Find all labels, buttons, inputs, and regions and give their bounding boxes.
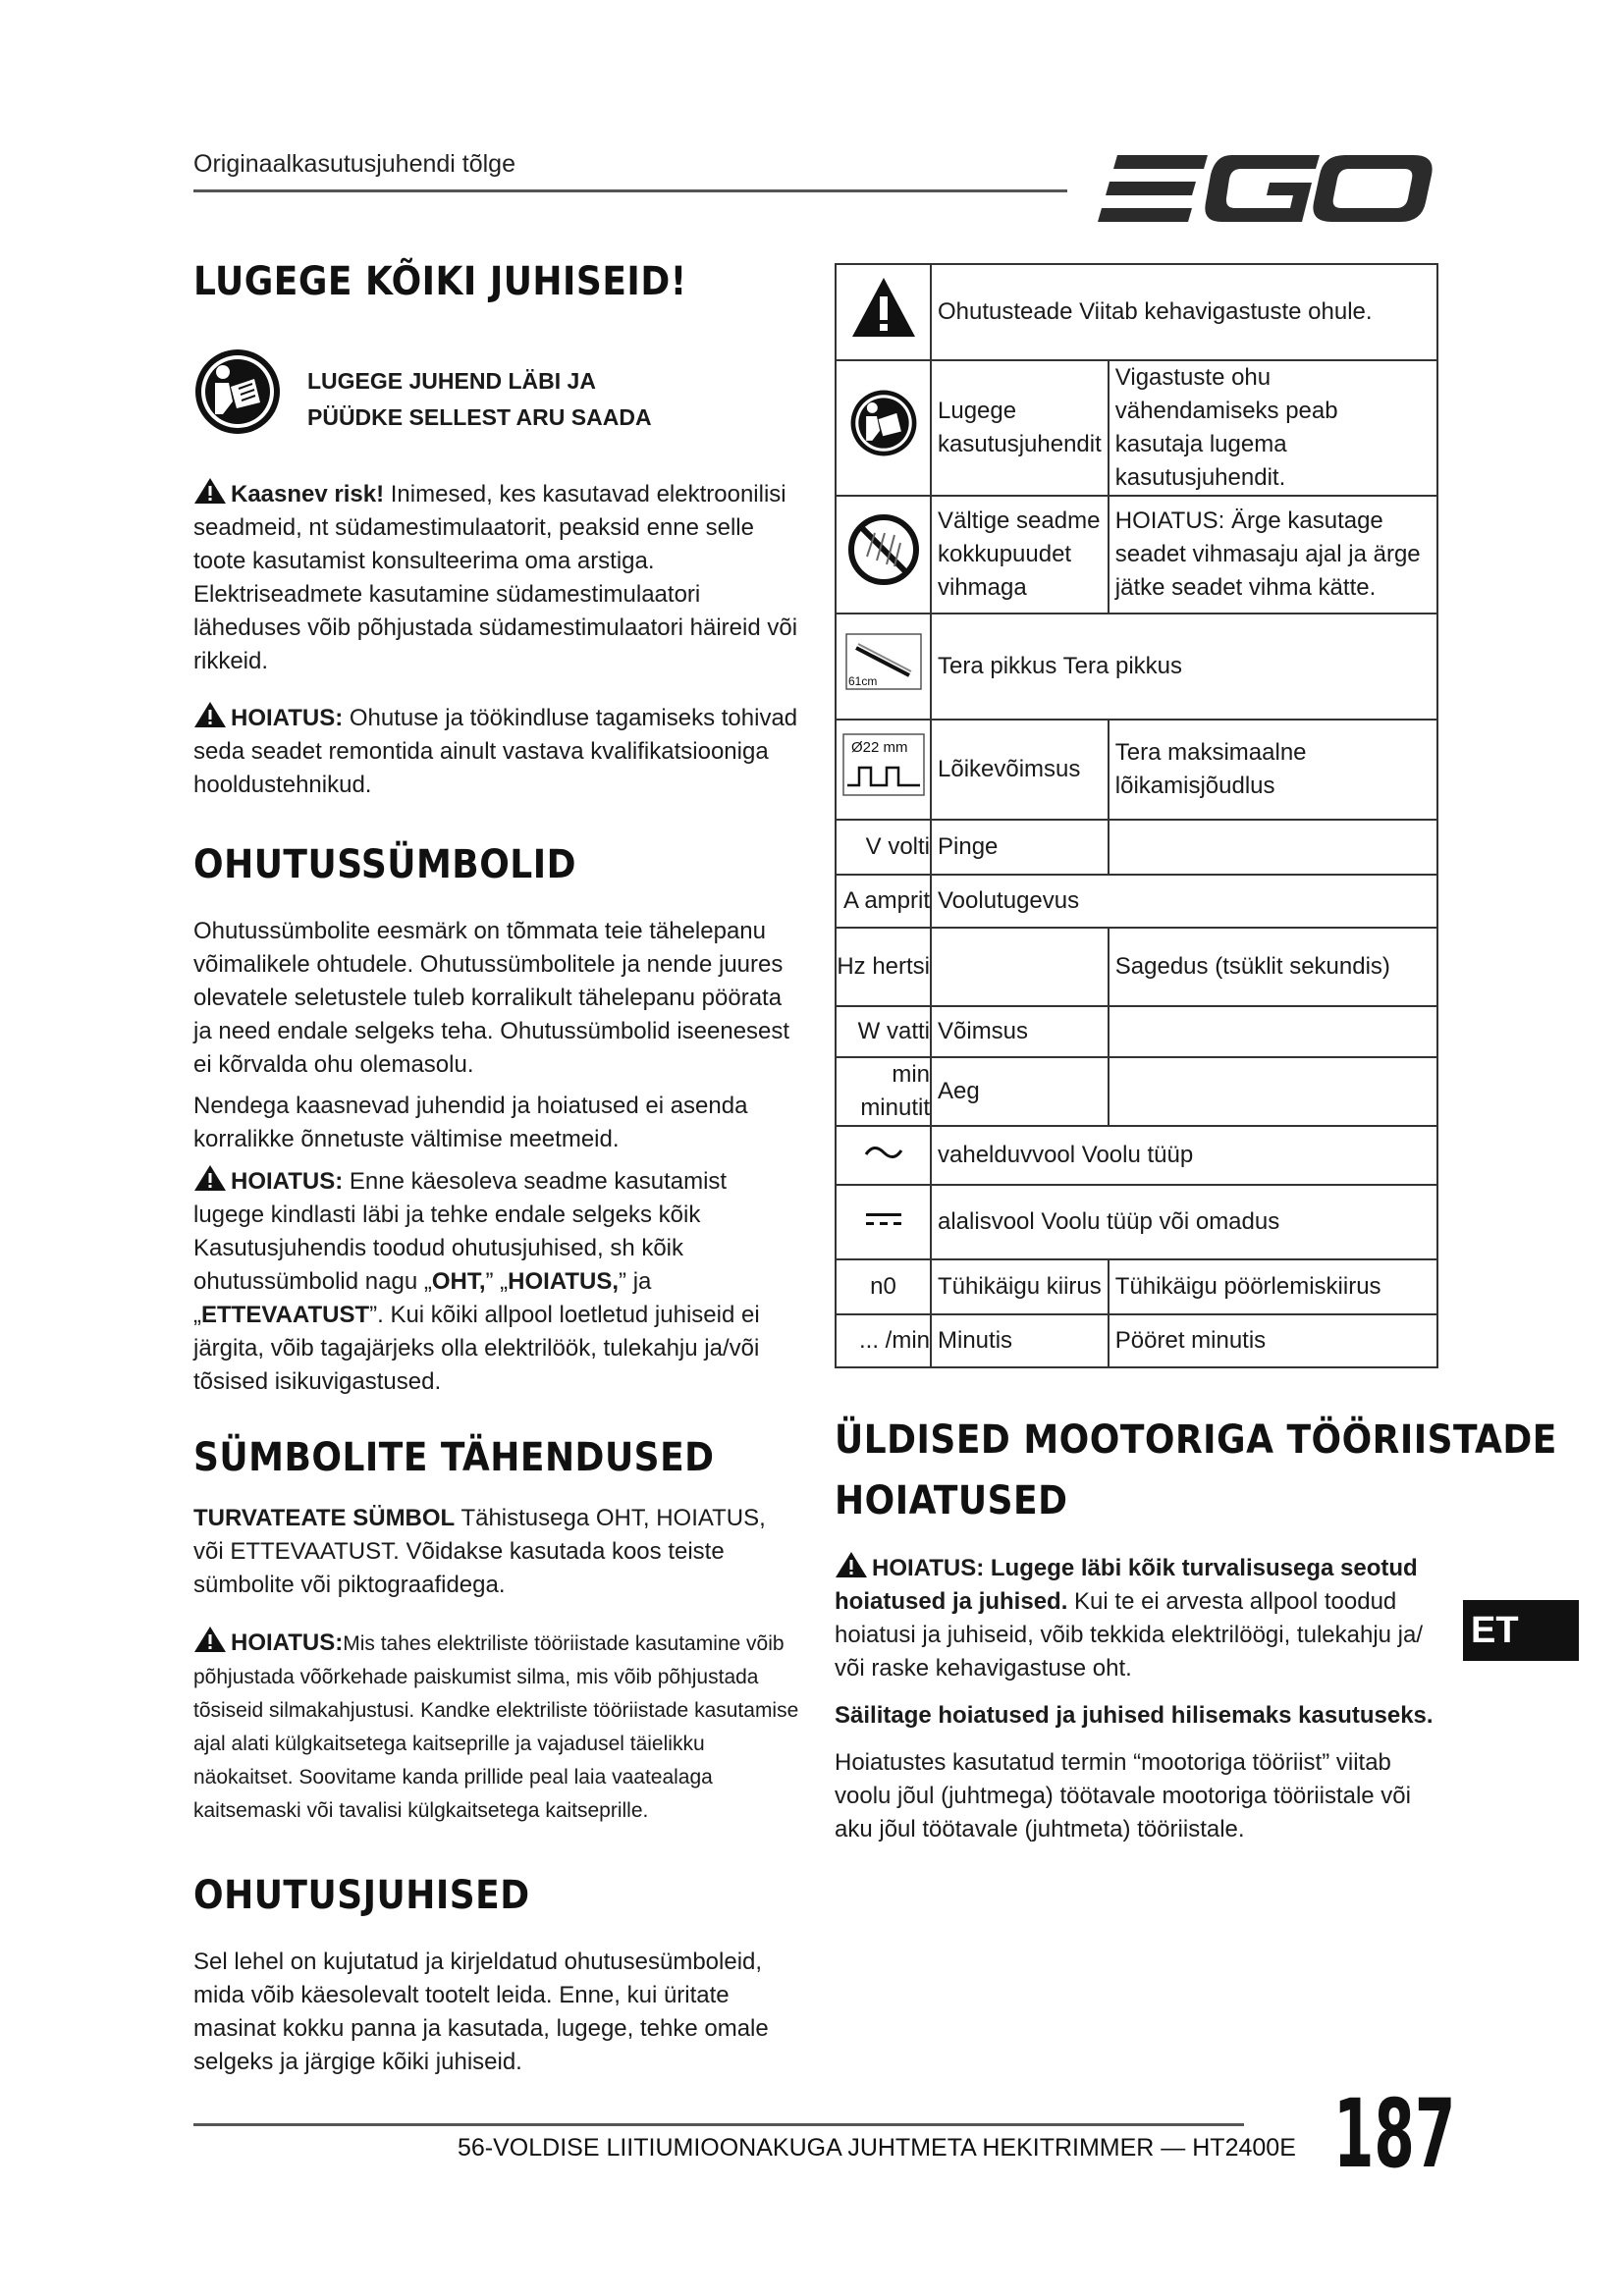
header-subtitle: Originaalkasutusjuhendi tõlge — [193, 150, 515, 178]
warning-triangle-icon — [193, 701, 227, 728]
warning-label: HOIATUS: — [872, 1555, 985, 1581]
footer-title: 56-VOLDISE LIITIUMIOONAKUGA JUHTMETA HEKITRIMMER — HT2400E — [458, 2134, 1296, 2162]
table-cell: n0 — [836, 1259, 931, 1314]
header-divider — [193, 189, 1067, 192]
safety-symbols-para1: Ohutussümbolite eesmärk on tõmmata teie tähelepanu võimalikele ohtudele. Ohutussümbolitele ja nende juures olevatele seletustele tuleb korralikult tähelepanu pöörata ja need endale selgeks teha. Ohutussümbolid iseenesest ei kõrvalda ohu olemasolu. — [193, 918, 790, 1078]
alternating-current-icon — [864, 1143, 903, 1162]
table-cell: Sagedus (tsüklit sekundis) — [1109, 928, 1437, 1006]
section-title-read-all: LUGEGE KÕIKI JUHISEID! — [193, 259, 687, 304]
no-rain-icon — [847, 513, 920, 586]
symbol-table — [835, 263, 1438, 1368]
read-manual-line1: LUGEGE JUHEND LÄBI JA — [307, 368, 596, 394]
table-row — [836, 1314, 1437, 1367]
general-warnings-title-line1: ÜLDISED MOOTORIGA TÖÖRIISTADE — [835, 1417, 1557, 1463]
safety-alert-symbol-paragraph — [193, 1502, 802, 1602]
table-cell: Tühikäigu kiirus — [931, 1259, 1109, 1314]
table-cell — [1109, 1057, 1437, 1126]
sep2: ” ja „ — [193, 1268, 652, 1328]
table-cell: Tera pikkus Tera pikkus — [931, 614, 1437, 720]
footer-divider — [193, 2123, 1244, 2126]
section-title-safety-symbols: OHUTUSSÜMBOLID — [193, 842, 576, 887]
ego-logo — [1098, 149, 1434, 228]
blade-length-icon — [844, 632, 923, 691]
table-cell: alalisvool Voolu tüüp või omadus — [931, 1185, 1437, 1259]
blade-length-label: 61cm — [847, 674, 877, 688]
page-number: 187 — [1333, 2079, 1456, 2189]
general-warnings-title-line2: HOIATUSED — [835, 1478, 1068, 1523]
warning-label: HOIATUS: — [231, 1629, 344, 1656]
cutting-capacity-icon — [841, 732, 926, 797]
table-cell: Vältige seadme kokkupuudet vihmaga — [931, 496, 1109, 614]
table-cell: Tühikäigu pöörlemiskiirus — [1109, 1259, 1437, 1314]
table-cell: Voolutugevus — [931, 875, 1437, 928]
table-row — [836, 820, 1437, 875]
table-cell: Võimsus — [931, 1006, 1109, 1057]
table-cell: Hz hertsi — [836, 928, 931, 1006]
language-tab: ET — [1463, 1600, 1579, 1661]
section-title-safety-rules: OHUTUSJUHISED — [193, 1873, 530, 1918]
table-cell: Pinge — [931, 820, 1109, 875]
read-manual-line2: PÜÜDKE SELLEST ARU SAADA — [307, 404, 652, 430]
risk-paragraph — [193, 477, 802, 678]
table-row — [836, 360, 1437, 496]
table-cell — [1109, 1006, 1437, 1057]
table-row — [836, 1006, 1437, 1057]
safety-rules-text: Sel lehel on kujutatud ja kirjeldatud ohutusesümboleid, mida võib käesolevalt tootelt leida. Enne, kui üritate masinat kokku panna ja kasutada, lugege, tehke omale selgeks ja järgige kõiki juhiseid. — [193, 1949, 769, 2075]
safety-symbols-warning — [193, 1164, 802, 1399]
read-manual-icon — [849, 389, 918, 457]
save-instructions-note: Säilitage hoiatused ja juhised hilisemaks kasutuseks. — [835, 1702, 1434, 1729]
table-row — [836, 1057, 1437, 1126]
warning-bold-text: Lugege läbi kõik turvalisusega seotud hoiatused ja juhised. — [835, 1555, 1418, 1615]
table-cell: W vatti — [836, 1006, 931, 1057]
sep1: ” „ — [485, 1268, 509, 1295]
hoiatus-term: HOIATUS, — [508, 1268, 620, 1295]
table-cell: HOIATUS: Ärge kasutage seadet vihmasaju ajal ja ärge jätke seadet vihma kätte. — [1109, 496, 1437, 614]
section-title-general-warnings — [835, 1410, 1557, 1531]
table-cell: V volti — [836, 820, 931, 875]
table-cell: Tera maksimaalne lõikamisjõudlus — [1109, 720, 1437, 820]
table-cell: Pööret minutis — [1109, 1314, 1437, 1367]
power-tool-term-note: Hoiatustes kasutatud termin “mootoriga tööriist” viitab voolu jõul (juhtmega) töötavale mootoriga tööriistale või aku jõul töötavale (juhtmeta) tööriistale. — [835, 1749, 1411, 1842]
table-row — [836, 614, 1437, 720]
table-row — [836, 928, 1437, 1006]
table-cell — [931, 928, 1109, 1006]
table-row — [836, 720, 1437, 820]
warning-text: Kui te ei arvesta allpool toodud hoiatusi ja juhiseid, võib tekkida elektrilöögi, tulekahju ja/ või raske kehavigastuse oht. — [835, 1588, 1424, 1682]
table-cell: Ohutusteade Viitab kehavigastuste ohule. — [931, 264, 1437, 360]
table-row — [836, 1126, 1437, 1185]
table-row — [836, 264, 1437, 360]
warning-triangle-icon — [835, 1551, 868, 1578]
table-cell — [1109, 820, 1437, 875]
safety-alert-text: Tähistusega OHT, HOIATUS, või ETTEVAATUST. Võidakse kasutada koos teiste sümbolite või piktograafidega. — [193, 1505, 766, 1598]
warning-text-a: Enne käesoleva seadme kasutamist lugege kindlasti läbi ja tehke endale selgeks kõik Kasutusjuhendis toodud ohutusjuhised, sh kõik ohutussümbolid nagu „ — [193, 1168, 728, 1295]
oht-term: OHT, — [431, 1268, 486, 1295]
table-cell: Vigastuste ohu vähendamiseks peab kasutaja lugema kasutusjuhendit. — [1109, 360, 1437, 496]
ettevaatust-term: ETTEVAATUST — [201, 1302, 370, 1328]
table-cell: Lugege kasutusjuhendit — [931, 360, 1109, 496]
warning-label: HOIATUS: — [231, 705, 344, 731]
table-cell: min minutit — [836, 1057, 931, 1126]
risk-text: Inimesed, kes kasutavad elektroonilisi seadmeid, nt südamestimulaatorit, peaksid enne selle toote kasutamist konsulteerima oma arstiga. Elektriseadmete kasutamine südamestimulaatori läheduses võib põhjustada südamestimulaatori häireid või rikkeid. — [193, 481, 798, 674]
warning-text: Mis tahes elektriliste tööriistade kasutamine võib põhjustada võõrkehade paiskumist silma, mis võib põhjustada tõsiseid silmakahjustusi. Kandke elektriliste tööriistade kasutamise ajal alati külgkaitsetega kaitseprille ja vajadusel täielikku näokaitset. Soovitame kanda prillide peal laia vaatealaga kaitsemaski või tavalisi külgkaitsetega kaitseprille. — [193, 1632, 799, 1822]
warning-triangle-icon — [193, 1164, 227, 1192]
read-manual-icon — [193, 347, 282, 436]
section-title-symbol-meanings: SÜMBOLITE TÄHENDUSED — [193, 1435, 715, 1480]
warning-triangle-icon — [193, 477, 227, 505]
warning-label: HOIATUS: — [231, 1168, 344, 1195]
table-cell: Minutis — [931, 1314, 1109, 1367]
warning-text-b: ”. Kui kõiki allpool loetletud juhiseid ei järgita, võib tagajärjeks olla elektrilöök, tulekahju ja/või tõsised isikuvigastused. — [193, 1302, 760, 1395]
service-warning-paragraph — [193, 701, 802, 802]
warning-text: Ohutuse ja töökindluse tagamiseks tohivad seda seadet remontida ainult vastava kvalifikatsiooniga hooldustehnikud. — [193, 705, 798, 798]
risk-label: Kaasnev risk! — [231, 481, 385, 507]
table-cell: A amprit — [836, 875, 931, 928]
cutting-capacity-label: Ø22 mm — [850, 739, 908, 756]
general-warning-paragraph — [835, 1551, 1443, 1685]
table-cell: vahelduvvool Voolu tüüp — [931, 1126, 1437, 1185]
safety-symbols-para2: Nendega kaasnevad juhendid ja hoiatused ei asenda korralikke õnnetuste vältimise meetmeid. — [193, 1093, 748, 1152]
table-row — [836, 1185, 1437, 1259]
table-row — [836, 1259, 1437, 1314]
eye-protection-warning — [193, 1626, 802, 1828]
warning-triangle-icon — [849, 275, 918, 340]
warning-triangle-icon — [193, 1626, 227, 1653]
table-cell: Lõikevõimsus — [931, 720, 1109, 820]
table-row — [836, 875, 1437, 928]
table-cell: Aeg — [931, 1057, 1109, 1126]
direct-current-icon — [864, 1209, 903, 1229]
safety-alert-label: TURVATEATE SÜMBOL — [193, 1505, 456, 1531]
table-cell: ... /min — [836, 1314, 931, 1367]
table-row — [836, 496, 1437, 614]
